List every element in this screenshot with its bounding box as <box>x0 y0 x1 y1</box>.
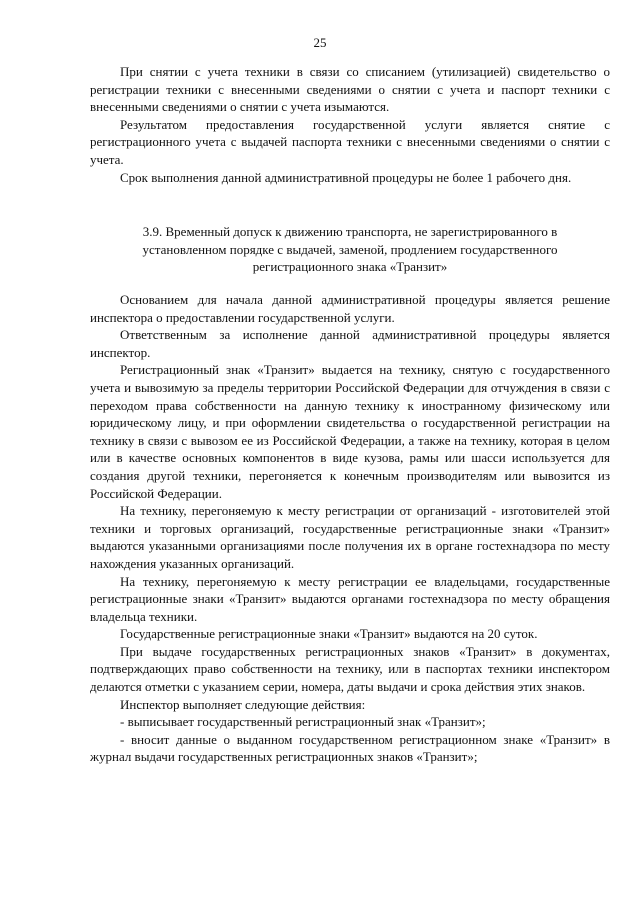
list-item: - выписывает государственный регистрационный знак «Транзит»; <box>120 714 486 730</box>
paragraph: На технику, перегоняемую к месту регистрации от организаций - изготовителей этой техники и торговых организаций, государственные регистрационные знаки «Транзит» выдаются указанными организациями после получения их в органе гостехнадзора по месту нахождения указанных организаций. <box>90 503 610 571</box>
paragraph: Государственные регистрационные знаки «Транзит» выдаются на 20 суток. <box>120 626 538 642</box>
list-item: - вносит данные о выданном государственном регистрационном знаке «Транзит» в журнал выдачи государственных регистрационных знаков «Транзит»; <box>90 731 610 765</box>
paragraph: При снятии с учета техники в связи со списанием (утилизацией) свидетельство о регистрации техники с внесенными сведениями о снятии с учета и паспорт техники с внесенными сведениями о снятии с учета изымаются. <box>90 64 610 115</box>
paragraph: При выдаче государственных регистрационных знаков «Транзит» в документах, подтверждающих право собственности на технику, или в паспортах техники инспектором делаются отметки с указанием серии, номера, даты выдачи и срока действия этих знаков. <box>90 643 610 695</box>
section-heading: 3.9. Временный допуск к движению транспорта, не зарегистрированного в установленном порядке с выдачей, заменой, продлением государственного регистрационного знака «Транзит» <box>142 224 558 275</box>
intro-text <box>90 63 610 186</box>
paragraph: Регистрационный знак «Транзит» выдается на технику, снятую с государственного учета и вывозимую за пределы территории Российской Федерации для отчуждения в связи с переходом права собственности на данную технику к иностранному физическому или юридическому лицу, и при оформлении свидетельства о государственной регистрации на технику в связи с вывозом ее из Российской Федерации, а также на технику, которая в целом или в качестве основных компонентов в виде кузова, рамы или шасси используется для создания другой техники, перегоняется к конечным производителям или вывозится из Российской Федерации. <box>90 362 610 501</box>
paragraph: На технику, перегоняемую к месту регистрации ее владельцами, государственные регистрационные знаки «Транзит» выдаются органами гостехнадзора по месту обращения владельца техники. <box>90 573 610 624</box>
paragraph: Инспектор выполняет следующие действия: <box>120 696 366 712</box>
paragraph: Основанием для начала данной административной процедуры является решение инспектора о предоставлении государственной услуги. <box>90 292 610 325</box>
section-body <box>90 291 610 766</box>
page-number: 25 <box>313 35 327 50</box>
paragraph: Ответственным за исполнение данной административной процедуры является инспектор. <box>90 327 610 360</box>
paragraph: Срок выполнения данной административной процедуры не более 1 рабочего дня. <box>120 169 572 185</box>
paragraph: Результатом предоставления государственной услуги является снятие с регистрационного учета с выдачей паспорта техники с внесенными сведениями о снятии с учета. <box>90 116 610 167</box>
